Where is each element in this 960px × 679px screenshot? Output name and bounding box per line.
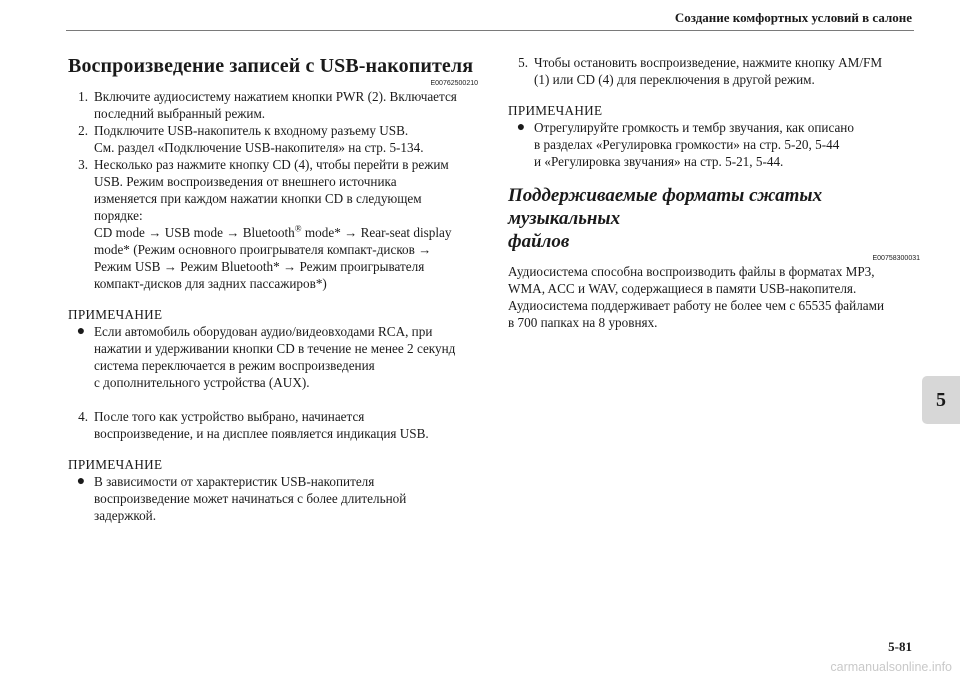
- page-number: 5-81: [888, 639, 912, 654]
- step-2: [68, 122, 478, 156]
- step-line: изменяется при каждом нажатии кнопки CD в следующем: [94, 191, 422, 206]
- step-4: [68, 408, 478, 442]
- step-line: Включите аудиосистему нажатием кнопки PWR (2). Включается: [94, 89, 457, 104]
- note-label: ПРИМЕЧАНИЕ: [68, 457, 163, 472]
- step-number: 4.: [78, 409, 88, 424]
- section-heading-usb: Воспроизведение записей с USB-накопителя: [68, 55, 474, 77]
- step-3: [68, 156, 478, 292]
- step-line: воспроизведение, и на дисплее появляется индикация USB.: [94, 426, 429, 441]
- step-number: 3.: [78, 157, 88, 172]
- step-line: (1) или CD (4) для переключения в другой режим.: [534, 72, 815, 87]
- note-line: воспроизведение может начинаться с более длительной: [94, 491, 407, 506]
- chapter-tab: [922, 376, 960, 424]
- note-line: Отрегулируйте громкость и тембр звучания, как описано: [534, 120, 854, 135]
- section-code: E00758300031: [872, 255, 920, 262]
- mode-sequence-a: CD mode → USB mode → Bluetooth: [94, 225, 295, 240]
- step-line: Подключите USB-накопитель к входному разъему USB.: [94, 123, 409, 138]
- step-line: После того как устройство выбрано, начинается: [94, 409, 365, 424]
- heading-line: файлов: [508, 231, 570, 252]
- note-bullet: [68, 473, 478, 524]
- formats-paragraph: [508, 263, 920, 331]
- running-header: Создание комфортных условий в салоне: [674, 10, 912, 25]
- paragraph-line: Аудиосистема поддерживает работу не более чем с 65535 файлами: [508, 298, 885, 313]
- step-line: См. раздел «Подключение USB-накопителя» на стр. 5-134.: [94, 140, 424, 155]
- note-line: в разделах «Регулировка громкости» на стр. 5-20, 5-44: [534, 137, 840, 152]
- bullet-icon: ●: [516, 120, 526, 135]
- step-line: Несколько раз нажмите кнопку CD (4), чтобы перейти в режим: [94, 157, 449, 172]
- heading-line: Поддерживаемые форматы сжатых музыкальных: [508, 185, 823, 229]
- section-code: E00762500210: [430, 80, 478, 87]
- step-line: mode* (Режим основного проигрывателя компакт-дисков →: [94, 242, 432, 257]
- step-line: компакт-дисков для задних пассажиров*): [94, 276, 327, 291]
- paragraph-line: в 700 папках на 8 уровнях.: [508, 315, 658, 330]
- note-line: нажатии и удерживании кнопки CD в течение не менее 2 секунд: [94, 341, 456, 356]
- registered-mark: ®: [294, 223, 302, 234]
- step-number: 2.: [78, 123, 88, 138]
- step-number: 5.: [518, 55, 528, 70]
- note-bullet: [68, 323, 478, 391]
- step-line: Чтобы остановить воспроизведение, нажмите кнопку AM/FM: [534, 55, 883, 70]
- right-column: [508, 54, 920, 331]
- note-label: ПРИМЕЧАНИЕ: [508, 103, 603, 118]
- paragraph-line: Аудиосистема способна воспроизводить файлы в форматах MP3,: [508, 264, 875, 279]
- note-line: с дополнительного устройства (AUX).: [94, 375, 310, 390]
- step-line: USB. Режим воспроизведения от внешнего источника: [94, 174, 397, 189]
- note-line: система переключается в режим воспроизведения: [94, 358, 375, 373]
- note-line: и «Регулировка звучания» на стр. 5-21, 5-44.: [534, 154, 784, 169]
- paragraph-line: WMA, ACC и WAV, содержащиеся в памяти USB-накопителя.: [508, 281, 857, 296]
- mode-sequence-b: mode* → Rear-seat display: [301, 225, 452, 240]
- header-divider: [66, 30, 914, 31]
- step-line: последний выбранный режим.: [94, 106, 266, 121]
- note-line: задержкой.: [94, 508, 157, 523]
- left-column: [68, 40, 478, 524]
- watermark: carmanualsonline.info: [830, 660, 952, 674]
- step-1: [68, 88, 478, 122]
- step-5: [508, 54, 920, 88]
- step-line: порядке:: [94, 208, 143, 223]
- note-bullet: [508, 119, 920, 170]
- note-line: Если автомобиль оборудован аудио/видеовходами RCA, при: [94, 324, 433, 339]
- mode-sequence: [94, 224, 478, 241]
- step-line: Режим USB → Режим Bluetooth* → Режим проигрывателя: [94, 259, 425, 274]
- bullet-icon: ●: [76, 324, 86, 339]
- note-label: ПРИМЕЧАНИЕ: [68, 307, 163, 322]
- chapter-number: 5: [936, 388, 946, 411]
- section-heading-formats: [508, 184, 920, 253]
- note-line: В зависимости от характеристик USB-накопителя: [94, 474, 375, 489]
- step-number: 1.: [78, 89, 88, 104]
- bullet-icon: ●: [76, 474, 86, 489]
